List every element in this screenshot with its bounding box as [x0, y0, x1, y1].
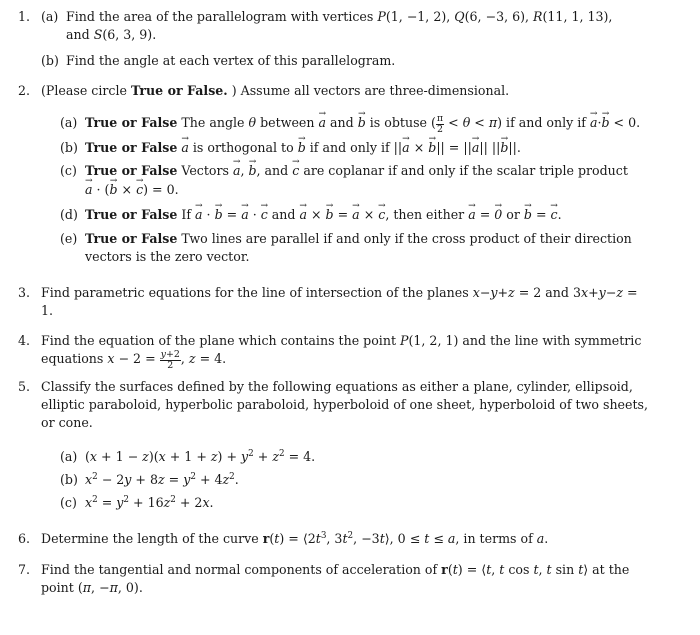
- intro-bold: True or False.: [130, 83, 228, 98]
- problem-number: 6.: [18, 531, 31, 546]
- part-statement: True or False The angle θ between a → and b → is obtuse ( $\frac{\pi}{2}$ < θ < π) if and only if a →·b → < 0.: [85, 114, 640, 135]
- part-statement-line-1: True or False Vectors a →, b →, and c → are coplanar if and only if the scalar triple product: [85, 162, 628, 180]
- problem-text-line-2: 1.: [41, 303, 54, 318]
- problem-text-line-3: or cone.: [41, 415, 93, 430]
- problem-text-line-1: Find the equation of the plane which contains the point P(1, 2, 1) and the line with symmetric: [41, 333, 642, 348]
- part-text: Find the angle at each vertex of this parallelogram.: [66, 53, 396, 68]
- part-label: (e): [60, 231, 78, 246]
- problem-text-line-1: Find the tangential and normal components of acceleration of r(t) = ⟨t, t cos t, t sin t⟩ at the: [41, 562, 630, 577]
- problem-text-line-2: point (π, −π, 0).: [41, 580, 143, 595]
- problem-2-intro: [41, 82, 509, 100]
- true-or-false: True or False: [85, 115, 178, 130]
- part-label: (a): [60, 449, 78, 464]
- true-or-false: True or False: [85, 207, 178, 222]
- part-label: (d): [60, 207, 78, 222]
- problem-number: 1.: [18, 9, 31, 24]
- part-label: (a): [60, 115, 78, 130]
- true-or-false: True or False: [85, 163, 178, 178]
- part-label: (c): [60, 495, 77, 510]
- part-equation: $(x + 1 - z)(x + 1 + z) + y^2 + z^2 = 4$.: [85, 448, 316, 464]
- part-equation: $x^2 - 2y + 8z = y^2 + 4z^2$.: [85, 471, 239, 487]
- part-statement: True or False If a → · b → = a → · c → and a → × b → = a → × c →, then either a → = 0 → or b → = c →.: [85, 206, 562, 224]
- part-statement: True or False a → is orthogonal to b → if and only if ||a → × b →|| = ||a →|| ||b →||.: [85, 139, 521, 157]
- problem-text-line-1: Find parametric equations for the line of intersection of the planes x−y+z = 2 and 3x+y−z =: [41, 285, 638, 300]
- problem-text: Determine the length of the curve $r(t) = ⟨2t^3$, $3t^2$, −3t⟩, 0 ≤ t ≤ a, in terms of a.: [41, 530, 549, 546]
- part-label: (c): [60, 163, 77, 178]
- intro-prefix: (Please circle: [41, 83, 131, 98]
- part-label: (b): [60, 472, 78, 487]
- problem-number: 3.: [18, 285, 31, 300]
- problem-number: 7.: [18, 562, 31, 577]
- part-equation: $x^2 = y^2 + 16z^2 + 2x$.: [85, 494, 214, 510]
- intro-suffix: ) Assume all vectors are three-dimensional.: [227, 83, 510, 98]
- part-statement-line-2: vectors is the zero vector.: [85, 249, 250, 264]
- problem-number: 4.: [18, 333, 31, 348]
- problem-text-line-2: equations x − 2 = $\frac{y+2}{2}$ , z = 4.: [41, 349, 227, 372]
- part-text-line-2: and S(6, 3, 9).: [66, 27, 157, 42]
- problem-number: 2.: [18, 83, 31, 98]
- true-or-false: True or False: [85, 140, 178, 155]
- part-label: (b): [60, 140, 78, 155]
- problem-number: 5.: [18, 379, 31, 394]
- part-text-line-1: Find the area of the parallelogram with vertices P(1, −1, 2), Q(6, −3, 6), R(11, 1, 13),: [66, 9, 613, 24]
- part-label: (a): [41, 9, 59, 24]
- part-statement-line-1: True or False Two lines are parallel if and only if the cross product of their direction: [85, 231, 632, 246]
- true-or-false: True or False: [85, 231, 178, 246]
- problem-text-line-1: Classify the surfaces defined by the following equations as either a plane, cylinder, ellipsoid,: [41, 379, 633, 394]
- problem-text-line-2: elliptic paraboloid, hyperbolic paraboloid, hyperboloid of one sheet, hyperboloid of two sheets,: [41, 397, 648, 412]
- part-label: (b): [41, 53, 59, 68]
- part-statement-line-2: a → · (b → × c →) = 0.: [85, 181, 179, 199]
